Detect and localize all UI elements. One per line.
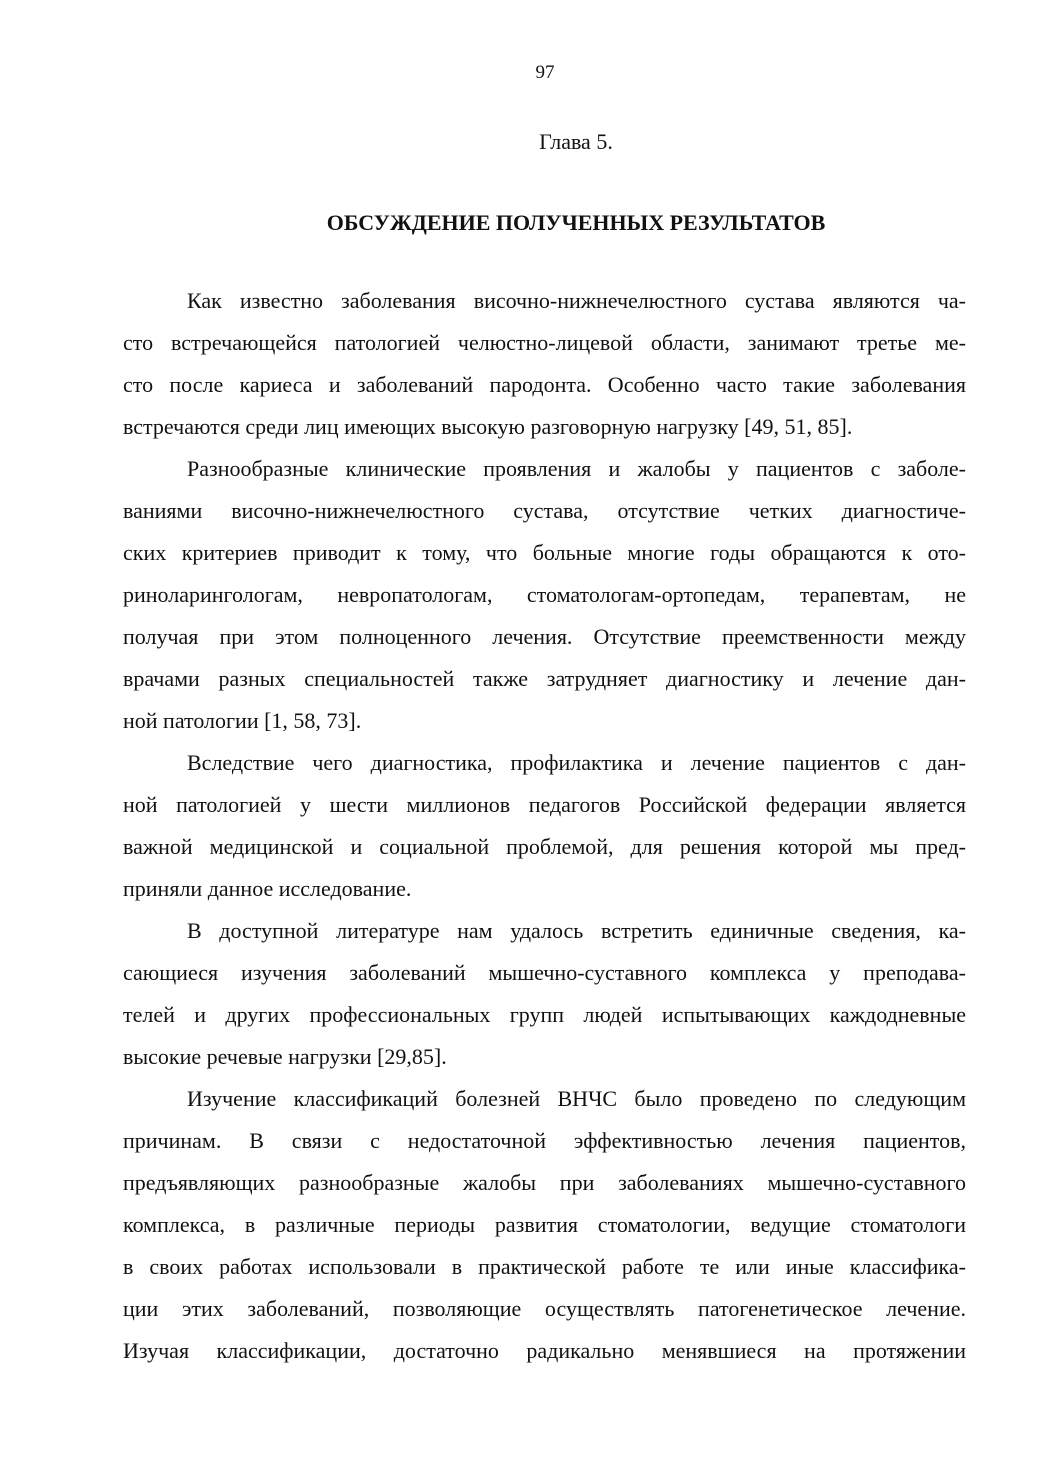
text-line: ной патологии [1, 58, 73]. bbox=[123, 708, 362, 733]
section-title: ОБСУЖДЕНИЕ ПОЛУЧЕННЫХ РЕЗУЛЬТАТОВ bbox=[326, 210, 826, 235]
text-line: Изучая классификации, достаточно радикально менявшиеся на протяжении bbox=[123, 1338, 966, 1363]
text-line: В доступной литературе нам удалось встретить единичные сведения, ка- bbox=[187, 918, 966, 943]
text-line: Как известно заболевания височно-нижнечелюстного сустава являются ча- bbox=[187, 288, 966, 313]
text-line: приняли данное исследование. bbox=[123, 876, 412, 901]
text-line: важной медицинской и социальной проблемой, для решения которой мы пред- bbox=[123, 834, 966, 859]
text-line: сто после кариеса и заболеваний пародонта. Особенно часто такие заболевания bbox=[123, 372, 966, 397]
text-line: сто встречающейся патологией челюстно-лицевой области, занимают третье ме- bbox=[123, 330, 966, 355]
text-line: ции этих заболеваний, позволяющие осуществлять патогенетическое лечение. bbox=[123, 1296, 966, 1321]
text-line: причинам. В связи с недостаточной эффективностью лечения пациентов, bbox=[123, 1128, 966, 1153]
text-line: высокие речевые нагрузки [29,85]. bbox=[123, 1044, 447, 1069]
text-line: Вследствие чего диагностика, профилактика и лечение пациентов с дан- bbox=[187, 750, 966, 775]
text-line: Изучение классификаций болезней ВНЧС было проведено по следующим bbox=[187, 1086, 966, 1111]
text-line: риноларингологам, невропатологам, стоматологам-ортопедам, терапевтам, не bbox=[123, 582, 966, 607]
text-line: ваниями височно-нижнечелюстного сустава, отсутствие четких диагностиче- bbox=[123, 498, 966, 523]
text-line: Разнообразные клинические проявления и жалобы у пациентов с заболе- bbox=[187, 456, 966, 481]
text-line: ной патологией у шести миллионов педагогов Российской федерации является bbox=[123, 792, 966, 817]
chapter-label: Глава 5. bbox=[539, 129, 613, 154]
text-line: предъявляющих разнообразные жалобы при заболеваниях мышечно-суставного bbox=[123, 1170, 966, 1195]
page-number: 97 bbox=[535, 62, 555, 83]
text-line: сающиеся изучения заболеваний мышечно-суставного комплекса у преподава- bbox=[123, 960, 966, 985]
text-line: врачами разных специальностей также затрудняет диагностику и лечение дан- bbox=[123, 666, 966, 691]
text-line: в своих работах использовали в практической работе те или иные классифика- bbox=[123, 1254, 966, 1279]
text-line: ских критериев приводит к тому, что больные многие годы обращаются к ото- bbox=[123, 540, 966, 565]
text-line: встречаются среди лиц имеющих высокую разговорную нагрузку [49, 51, 85]. bbox=[123, 414, 853, 439]
text-line: получая при этом полноценного лечения. Отсутствие преемственности между bbox=[123, 624, 966, 649]
text-line: телей и других профессиональных групп людей испытывающих каждодневные bbox=[123, 1002, 966, 1027]
text-line: комплекса, в различные периоды развития стоматологии, ведущие стоматологи bbox=[123, 1212, 966, 1237]
